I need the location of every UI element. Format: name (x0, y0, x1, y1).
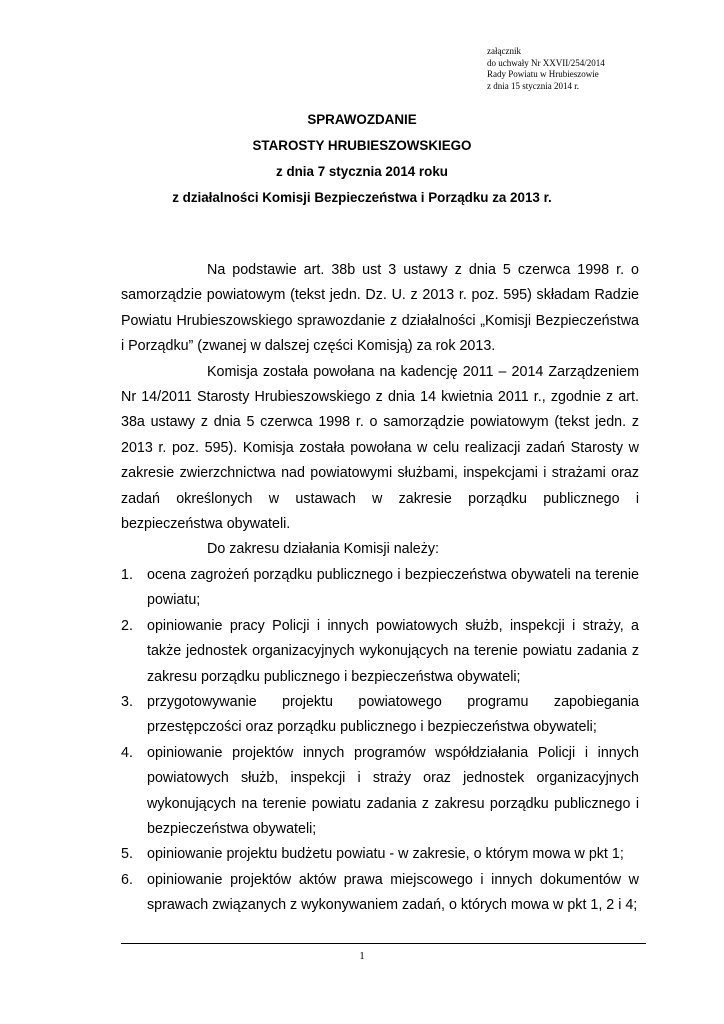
paragraph-commission: Komisja została powołana na kadencję 2011 – 2014 Zarządzeniem Nr 14/2011 Starosty Hrubieszowskiego z dnia 14 kwietnia 2011 r., zgodnie z art. 38a ustawy z dnia 5 czerwca 1998 r. o samorządzie powiatowym (tekst jedn. z 2013 r. poz. 595). Komisja została powołana w celu realizacji zadań Starosty w zakresie zwierzchnictwa nad powiatowymi służbami, inspekcjami i strażami oraz zadań określonych w ustawach w zakresie porządku publicznego i bezpieczeństwa obywateli. (121, 363, 639, 533)
document-body (121, 258, 639, 919)
list-item-number: 5. (121, 846, 133, 863)
title-line-subject: z działalności Komisji Bezpieczeństwa i Porządku za 2013 r. (172, 190, 552, 205)
list-item (121, 690, 639, 741)
annex-line: z dnia 15 stycznia 2014 r. (487, 80, 579, 91)
scope-list (121, 563, 639, 919)
list-item (121, 614, 639, 690)
list-item-number: 2. (121, 617, 133, 634)
list-item (121, 563, 639, 614)
document-title (0, 107, 724, 211)
list-item-number: 3. (121, 693, 133, 710)
annex-line: załącznik (487, 46, 521, 56)
list-item-number: 1. (121, 566, 133, 583)
page-number: 1 (359, 950, 365, 962)
list-item (121, 868, 639, 919)
list-item-number: 6. (121, 871, 133, 888)
list-item (121, 741, 639, 843)
list-item-text: opiniowanie projektu budżetu powiatu - w zakresie, o którym mowa w pkt 1; (147, 846, 624, 863)
title-line-date: z dnia 7 stycznia 2014 roku (276, 164, 448, 179)
footer-divider (121, 943, 646, 944)
title-line-report: SPRAWOZDANIE (307, 112, 417, 127)
annex-line: Rady Powiatu w Hrubieszowie (487, 69, 599, 79)
title-line-author: STAROSTY HRUBIESZOWSKIEGO (252, 138, 472, 153)
list-item-text: ocena zagrożeń porządku publicznego i bezpieczeństwa obywateli na terenie powiatu; (147, 566, 639, 609)
list-item-number: 4. (121, 744, 133, 761)
list-item-text: opiniowanie projektów aktów prawa miejscowego i innych dokumentów w sprawach związanych z wykonywaniem zadań, o których mowa w pkt 1, 2 i 4; (147, 871, 639, 914)
list-item-text: przygotowywanie projektu powiatowego programu zapobiegania przestępczości oraz porządku publicznego i bezpieczeństwa obywateli; (147, 693, 639, 736)
annex-line: do uchwały Nr XXVII/254/2014 (487, 57, 605, 68)
list-item (121, 842, 639, 867)
list-item-text: opiniowanie projektów innych programów współdziałania Policji i innych powiatowych służb, inspekcji i straży oraz jednostek organizacyjnych wykonujących na terenie powiatu zadania z zakresu porządku publicznego i bezpieczeństwa obywateli; (147, 744, 639, 837)
paragraph-legal-basis: Na podstawie art. 38b ust 3 ustawy z dnia 5 czerwca 1998 r. o samorządzie powiatowym (tekst jedn. Dz. U. z 2013 r. poz. 595) składam Radzie Powiatu Hrubieszowskiego sprawozdanie z działalności „Komisji Bezpieczeństwa i Porządku” (zwanej w dalszej części Komisją) za rok 2013. (121, 262, 639, 355)
list-item-text: opiniowanie pracy Policji i innych powiatowych służb, inspekcji i straży, a także jednostek organizacyjnych wykonujących na terenie powiatu zadania z zakresu porządku publicznego i bezpieczeństwa obywateli; (147, 617, 639, 685)
paragraph-scope-intro: Do zakresu działania Komisji należy: (207, 541, 440, 558)
annex-note (487, 46, 605, 92)
